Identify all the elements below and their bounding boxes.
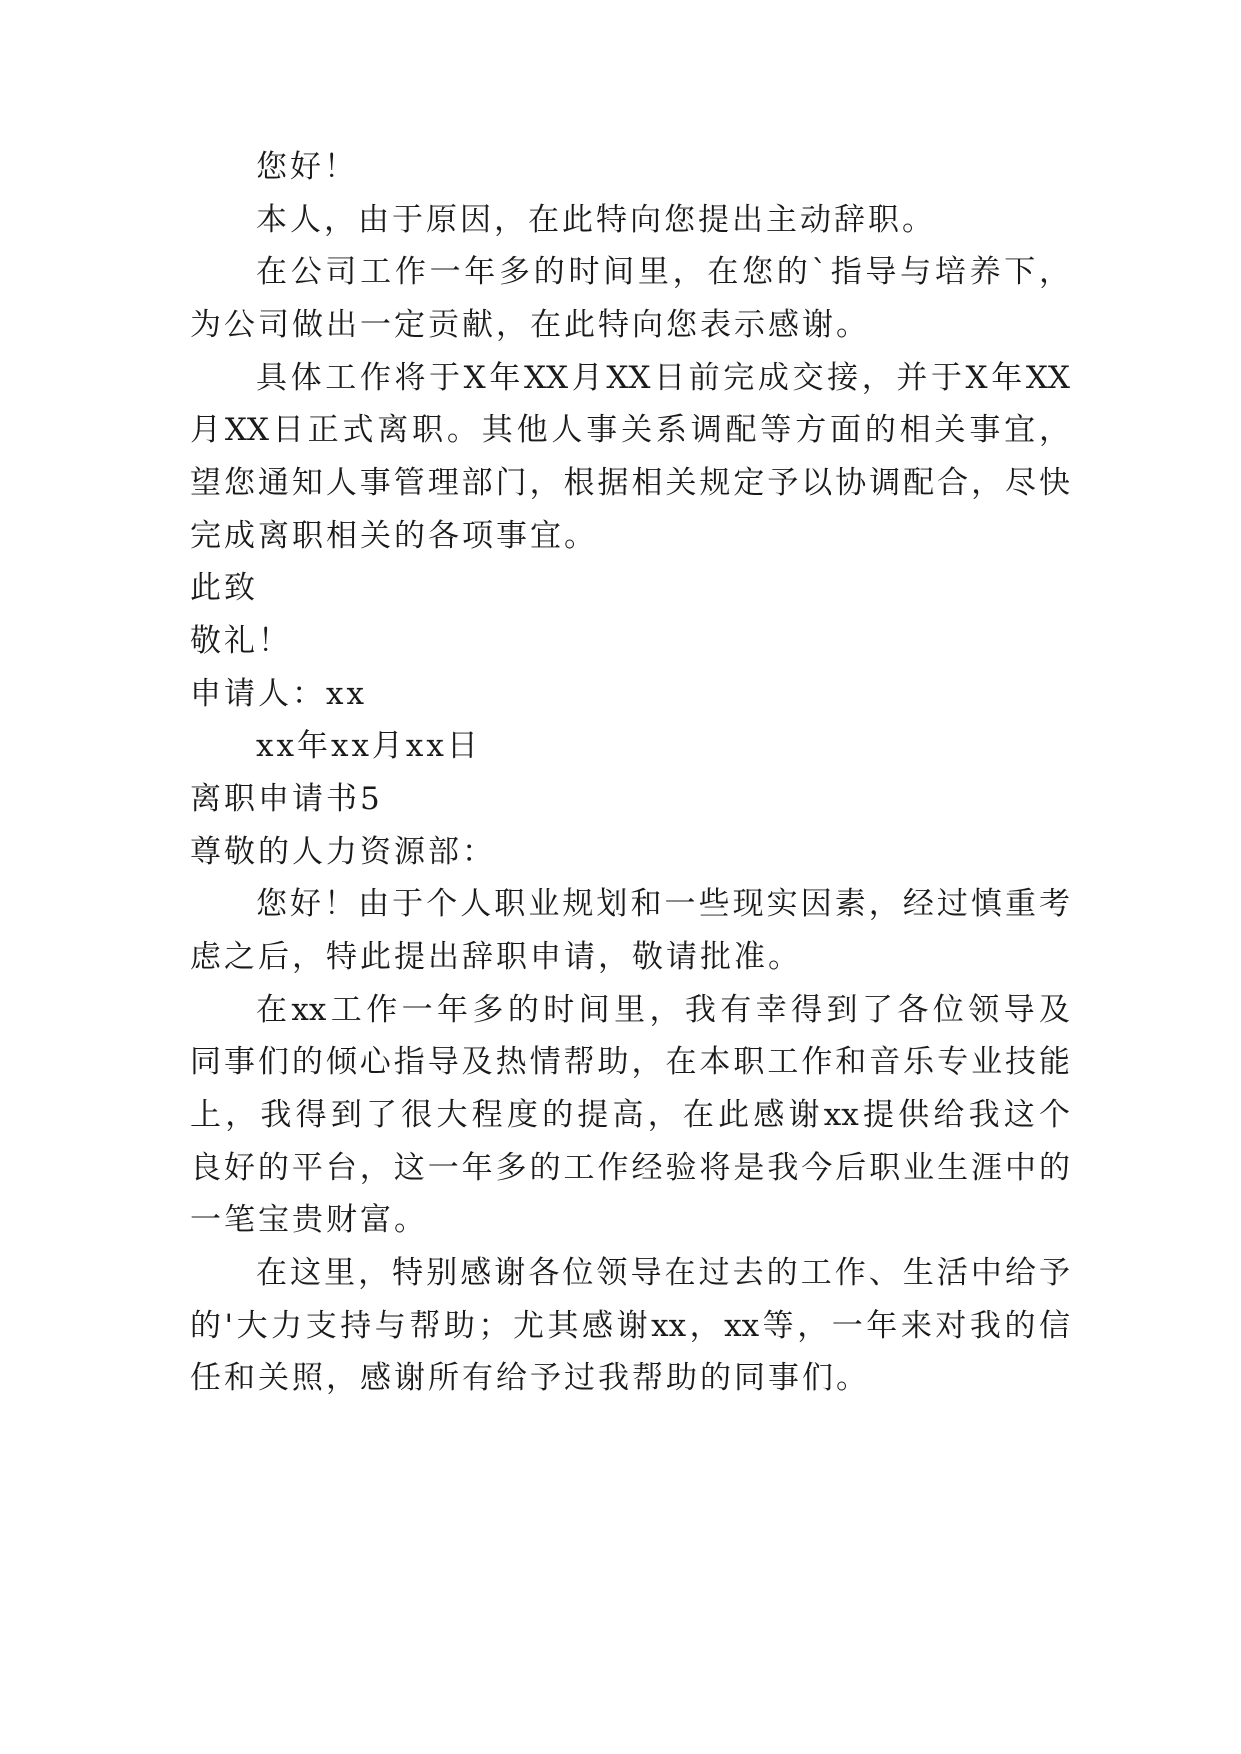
- date-line: xx年xx月xx日: [256, 728, 481, 764]
- thanks-paragraph-line: 在公司工作一年多的时间里，在您的`指导与培养下，: [256, 254, 1070, 290]
- gratitude-paragraph-line: 一笔宝贵财富。: [190, 1202, 428, 1238]
- closing-salute: 敬礼！: [190, 623, 292, 659]
- reason-paragraph-line: 虑之后，特此提出辞职申请，敬请批准。: [190, 939, 802, 975]
- closing-line: 此致: [190, 570, 258, 606]
- acknowledgement-paragraph-line: 的'大力支持与帮助；尤其感谢xx，xx等，一年来对我的信: [190, 1308, 1070, 1344]
- gratitude-paragraph-line: 在xx工作一年多的时间里，我有幸得到了各位领导及: [256, 992, 1070, 1028]
- greeting: 您好！: [256, 149, 358, 185]
- salutation: 尊敬的人力资源部：: [190, 834, 496, 870]
- intro-paragraph: 本人，由于原因，在此特向您提出主动辞职。: [256, 202, 936, 238]
- applicant-line: 申请人：xx: [190, 676, 367, 712]
- section-title: 离职申请书5: [190, 781, 383, 817]
- handover-paragraph-line: 望您通知人事管理部门，根据相关规定予以协调配合，尽快: [190, 465, 1070, 501]
- gratitude-paragraph-line: 同事们的倾心指导及热情帮助，在本职工作和音乐专业技能: [190, 1044, 1070, 1080]
- gratitude-paragraph-line: 良好的平台，这一年多的工作经验将是我今后职业生涯中的: [190, 1150, 1070, 1186]
- reason-paragraph-line: 您好！由于个人职业规划和一些现实因素，经过慎重考: [256, 886, 1070, 922]
- acknowledgement-paragraph-line: 在这里，特别感谢各位领导在过去的工作、生活中给予: [256, 1255, 1070, 1291]
- handover-paragraph-line: 完成离职相关的各项事宜。: [190, 518, 598, 554]
- gratitude-paragraph-line: 上，我得到了很大程度的提高，在此感谢xx提供给我这个: [190, 1097, 1070, 1133]
- thanks-paragraph-line: 为公司做出一定贡献，在此特向您表示感谢。: [190, 307, 870, 343]
- handover-paragraph-line: 月XX日正式离职。其他人事关系调配等方面的相关事宜，: [190, 412, 1070, 448]
- acknowledgement-paragraph-line: 任和关照，感谢所有给予过我帮助的同事们。: [190, 1360, 870, 1396]
- handover-paragraph-line: 具体工作将于X年XX月XX日前完成交接，并于X年XX: [256, 360, 1070, 396]
